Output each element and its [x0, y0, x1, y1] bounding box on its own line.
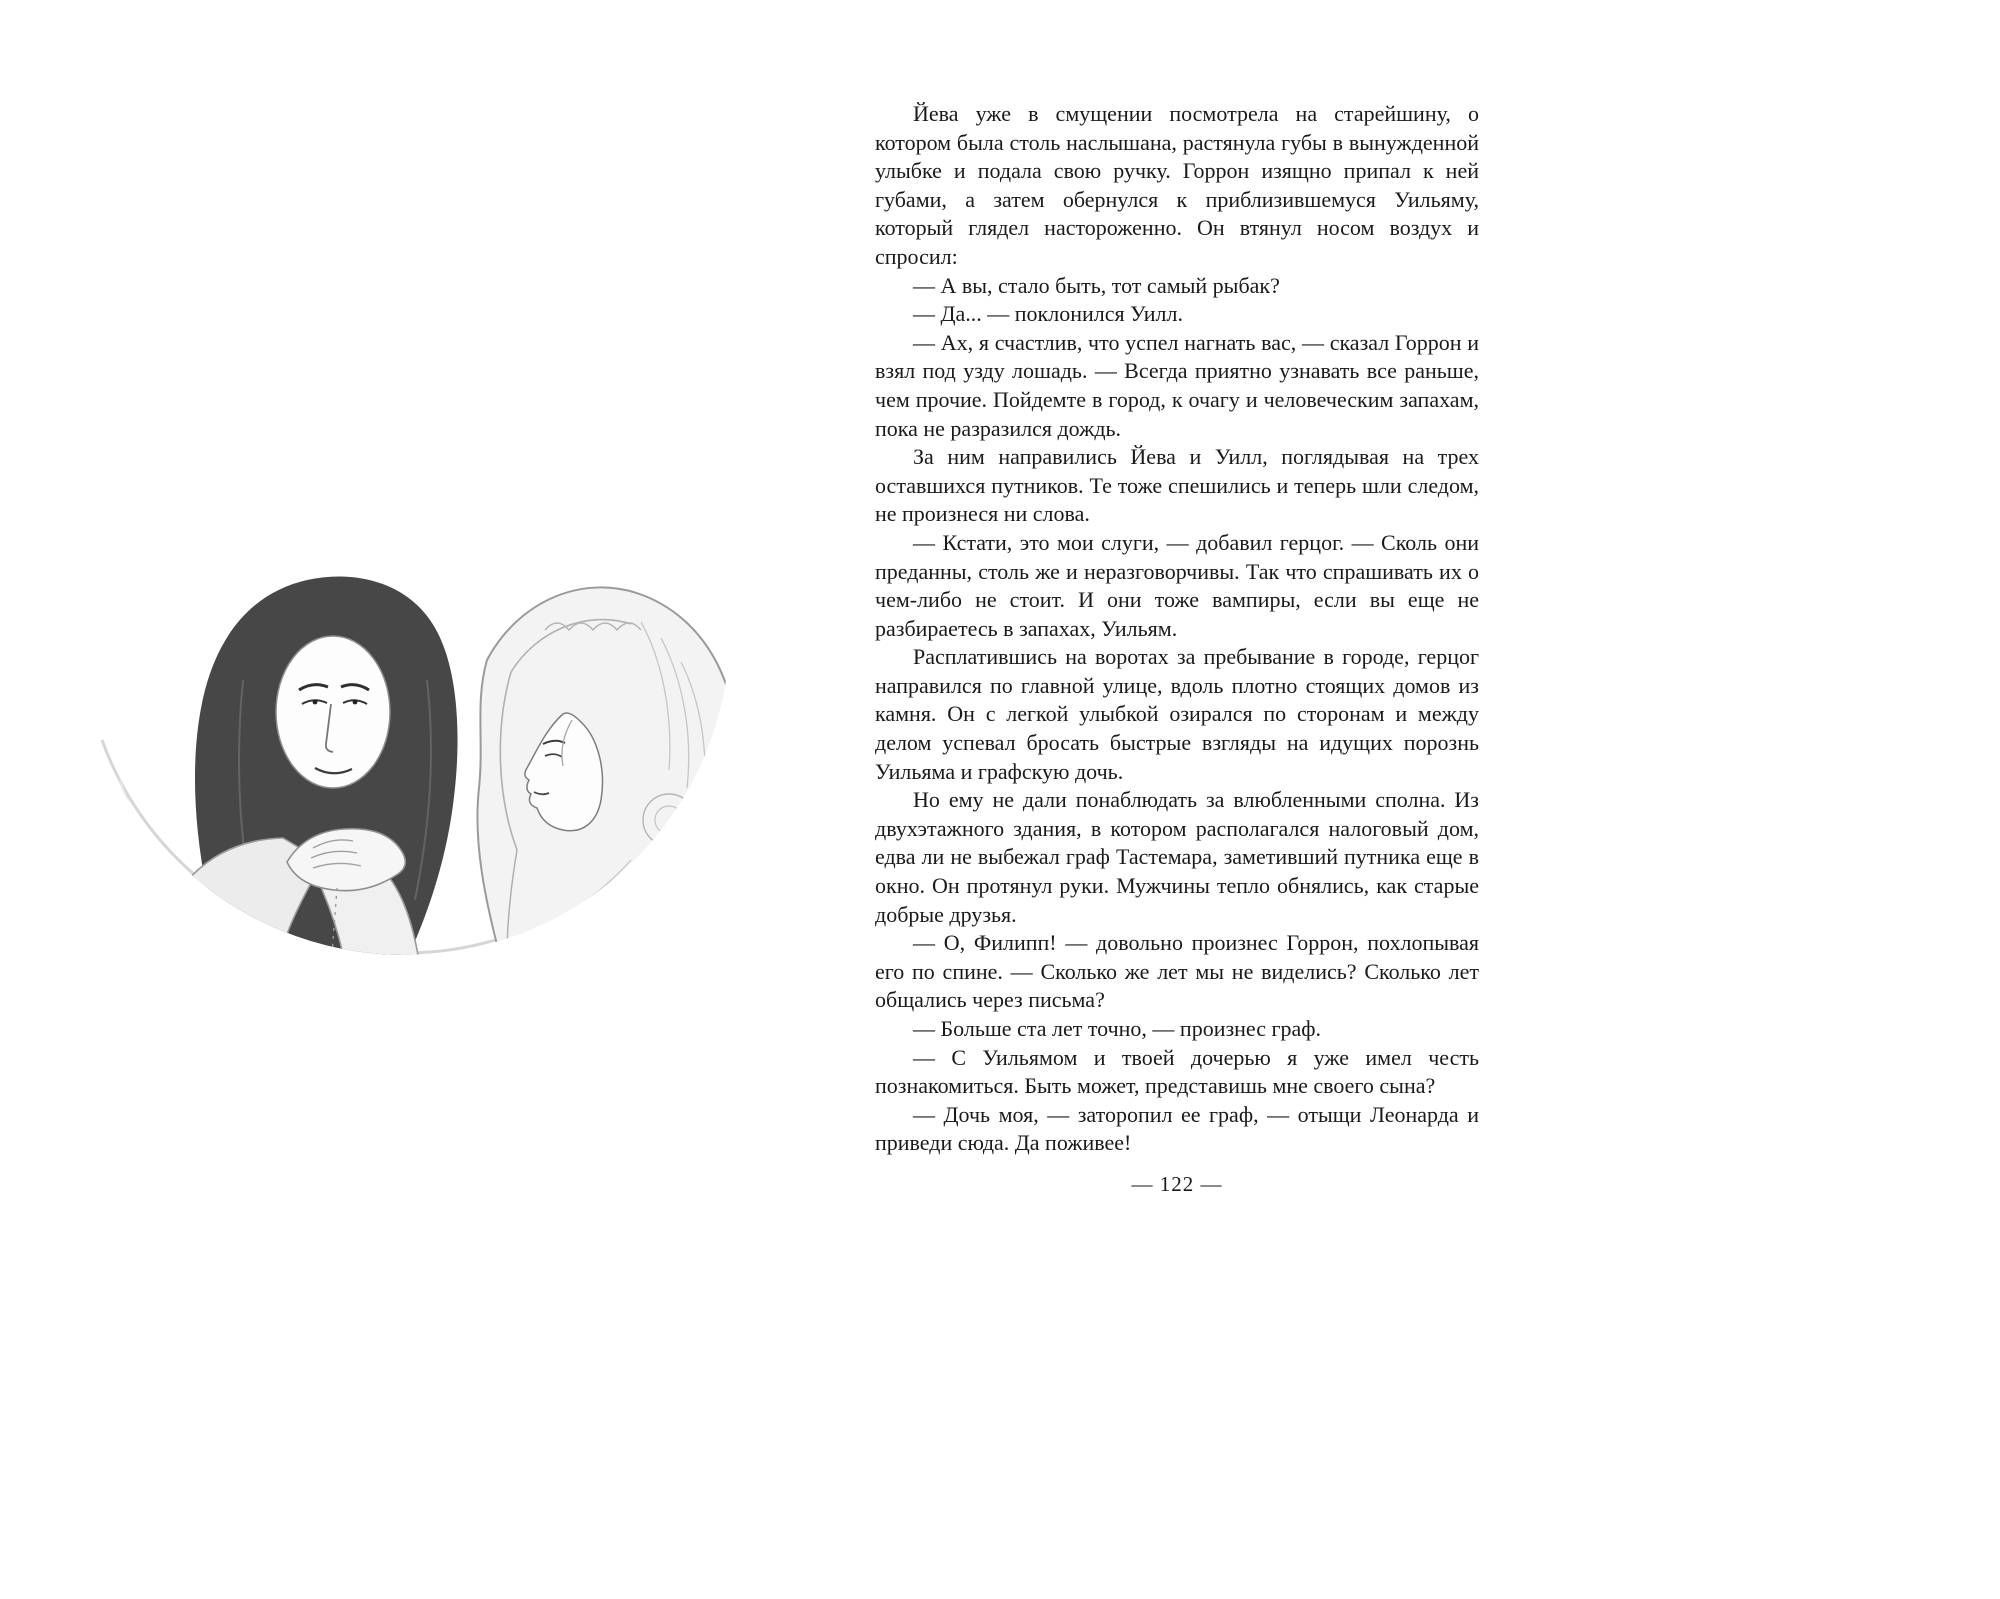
paragraph: — Больше ста лет точно, — произнес граф. — [913, 1016, 1322, 1041]
paragraph: Йева уже в смущении посмотрела на старейшину, о котором была столь наслышана, растянула губы в вынужденной улыбке и подала свою ручку. Горрон изящно припал к ней губами, а затем обернулся к приблизившемуся Уильяму, который глядел настороженно. Он втянул носом воздух и спросил: — [875, 101, 1479, 269]
text-column — [875, 100, 1479, 1158]
paragraph: — А вы, стало быть, тот самый рыбак? — [913, 272, 1280, 298]
book-illustration — [75, 300, 735, 960]
paragraph: — Да... — поклонился Уилл. — [913, 301, 1183, 327]
paragraph: Расплатившись на воротах за пребывание в городе, герцог направился по главной улице, вдоль плотно стоящих домов из камня. Он с легкой улыбкой озирался по сторонам и между делом успевал бросать быстрые взгляды на идущих порознь Уильяма и графскую дочь. — [875, 644, 1479, 784]
paragraph: За ним направились Йева и Уилл, поглядывая на трех оставшихся путников. Те тоже спешились и теперь шли следом, не произнеся ни слова. — [875, 444, 1479, 527]
paragraph: — О, Филипп! — довольно произнес Горрон, похлопывая его по спине. — Сколько же лет мы не виделись? Сколько лет общались через письма? — [875, 930, 1479, 1013]
paragraph: — С Уильямом и твоей дочерью я уже имел честь познакомиться. Быть может, представишь мне своего сына? — [875, 1044, 1479, 1099]
ink-drawing-two-figures-icon — [75, 300, 735, 960]
paragraph: — Дочь моя, — заторопил ее граф, — отыщи Леонарда и приведи сюда. Да поживее! — [875, 1101, 1479, 1156]
paragraph: Но ему не дали понаблюдать за влюбленными сполна. Из двухэтажного здания, в котором располагался налоговый дом, едва ли не выбежал граф Тастемара, заметивший путника еще в окно. Он протянул руки. Мужчины тепло обнялись, как старые добрые друзья. — [875, 787, 1479, 927]
paragraph: — Кстати, это мои слуги, — добавил герцог. — Сколь они преданны, столь же и неразговорчивы. Так что спрашивать их о чем-либо не стоит. И они тоже вампиры, если вы еще не разбираетесь в запахах, Уильям. — [875, 529, 1479, 641]
page-number: — 122 — — [1131, 1172, 1223, 1196]
paragraph: — Ах, я счастлив, что успел нагнать вас, — сказал Горрон и взял под узду лошадь. — Всегда приятно узнавать все раньше, чем прочие. Пойдемте в город, к очагу и человеческим запахам, пока не разразился дождь. — [875, 329, 1479, 441]
